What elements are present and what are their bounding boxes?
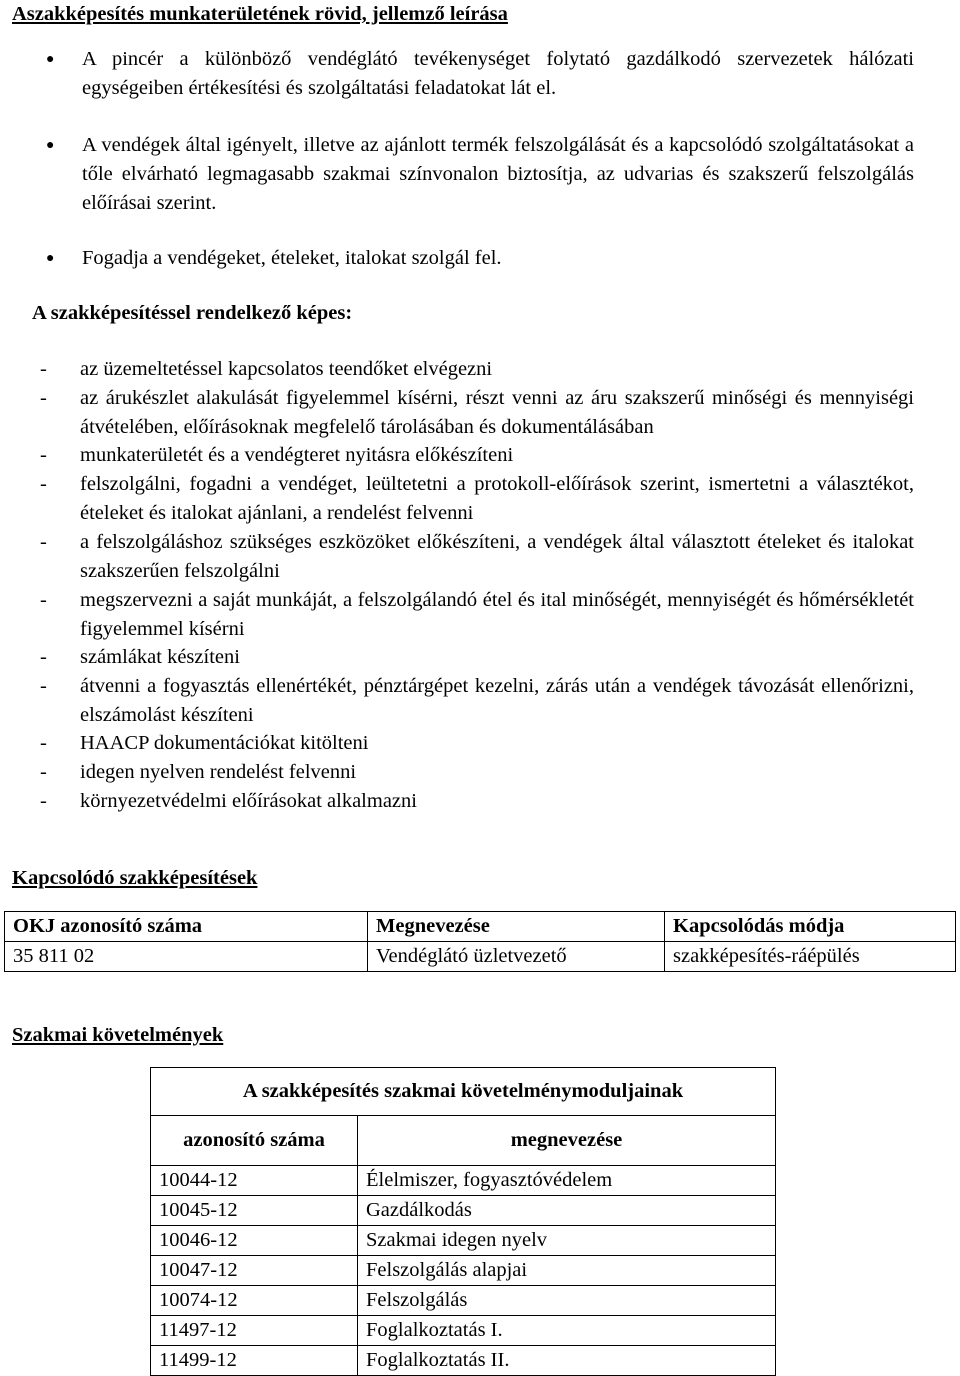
bullet-text: A vendégek által igényelt, illetve az ajánlott termék felszolgálását és a kapcsolódó szolgáltatásokat a tőle elvárható legmagasabb szakmai színvonalon biztosítja, az udvarias és szakszerű felszolgálás előírásai szerint.: [82, 134, 914, 214]
table-row: [5, 942, 956, 972]
dash-marker: -: [40, 790, 47, 812]
module-code: 10044-12: [151, 1166, 358, 1196]
table-row: [151, 1226, 776, 1256]
table-header-cell: OKJ azonosító száma: [5, 912, 368, 942]
list-item-text: átvenni a fogyasztás ellenértékét, pénztárgépet kezelni, zárás után a vendégek távozását ellenőrizni, elszámolást készíteni: [80, 675, 914, 726]
dash-marker: -: [40, 387, 47, 409]
section-heading-requirements: Szakmai követelmények: [12, 1024, 224, 1046]
related-qualifications-table: [4, 911, 956, 972]
module-code: 10046-12: [151, 1226, 358, 1256]
module-code: 11499-12: [151, 1346, 358, 1376]
module-code: 10045-12: [151, 1196, 358, 1226]
dash-marker: -: [40, 444, 47, 466]
table-row: [151, 1196, 776, 1226]
list-item-text: környezetvédelmi előírásokat alkalmazni: [80, 790, 417, 812]
table-cell: Vendéglátó üzletvezető: [368, 942, 665, 972]
module-name: Szakmai idegen nyelv: [358, 1226, 776, 1256]
dash-marker: -: [40, 646, 47, 668]
dash-marker: -: [40, 761, 47, 783]
table-title-row: [151, 1068, 776, 1116]
list-item-text: számlákat készíteni: [80, 646, 240, 668]
list-item-text: a felszolgáláshoz szükséges eszközöket előkészíteni, a vendégek által választott ételeket és italokat szakszerűen felszolgálni: [80, 531, 914, 582]
dash-marker: -: [40, 358, 47, 380]
module-name: Felszolgálás alapjai: [358, 1256, 776, 1286]
dash-marker: -: [40, 473, 47, 495]
table-header-cell: azonosító száma: [151, 1116, 358, 1166]
table-row: [151, 1256, 776, 1286]
list-item-text: az árukészlet alakulását figyelemmel kísérni, részt venni az áru szakszerű minőségi és mennyiségi átvételében, előírásoknak megfelelő tárolásában és dokumentálásában: [80, 387, 914, 438]
dash-marker: -: [40, 675, 47, 697]
bullet-icon: ●: [46, 251, 55, 266]
dash-marker: -: [40, 589, 47, 611]
dash-marker: -: [40, 531, 47, 553]
bullet-text: Fogadja a vendégeket, ételeket, italokat szolgál fel.: [82, 247, 502, 269]
module-name: Felszolgálás: [358, 1286, 776, 1316]
bullet-text: A pincér a különböző vendéglátó tevékenységet folytató gazdálkodó szervezetek hálózati egységeiben értékesítési és szolgáltatási feladatokat lát el.: [82, 48, 914, 99]
table-header-cell: Kapcsolódás módja: [665, 912, 956, 942]
table-header-cell: megnevezése: [358, 1116, 776, 1166]
table-row: [151, 1286, 776, 1316]
list-item-text: megszervezni a saját munkáját, a felszolgálandó étel és ital minőségét, mennyiségét és hőmérsékletét figyelemmel kísérni: [80, 589, 914, 640]
module-name: Foglalkoztatás II.: [358, 1346, 776, 1376]
list-item-text: munkaterületét és a vendégteret nyitásra előkészíteni: [80, 444, 514, 466]
list-item-text: idegen nyelven rendelést felvenni: [80, 761, 357, 783]
module-name: Gazdálkodás: [358, 1196, 776, 1226]
table-cell: szakképesítés-ráépülés: [665, 942, 956, 972]
section-heading-related: Kapcsolódó szakképesítések: [12, 867, 258, 889]
section-heading-capabilities: A szakképesítéssel rendelkező képes:: [32, 302, 353, 324]
module-code: 11497-12: [151, 1316, 358, 1346]
bullet-icon: ●: [46, 138, 55, 153]
table-row: [151, 1346, 776, 1376]
table-title: A szakképesítés szakmai követelménymoduljainak: [151, 1068, 776, 1116]
table-header-row: [151, 1116, 776, 1166]
table-row: [151, 1166, 776, 1196]
list-item-text: felszolgálni, fogadni a vendéget, leültetetni a protokoll-előírások szerint, ismertetni a választékot, ételeket és italokat ajánlani, a rendelést felvenni: [80, 473, 914, 524]
table-cell: 35 811 02: [5, 942, 368, 972]
module-name: Élelmiszer, fogyasztóvédelem: [358, 1166, 776, 1196]
list-item-text: az üzemeltetéssel kapcsolatos teendőket elvégezni: [80, 358, 493, 380]
module-code: 10074-12: [151, 1286, 358, 1316]
list-item-text: HAACP dokumentációkat kitölteni: [80, 732, 369, 754]
dash-marker: -: [40, 732, 47, 754]
section-heading-workarea: Aszakképesítés munkaterületének rövid, jellemző leírása: [12, 3, 508, 25]
table-row: [151, 1316, 776, 1346]
bullet-icon: ●: [46, 52, 55, 67]
module-name: Foglalkoztatás I.: [358, 1316, 776, 1346]
module-table: [150, 1067, 776, 1376]
module-code: 10047-12: [151, 1256, 358, 1286]
table-header-row: [5, 912, 956, 942]
table-header-cell: Megnevezése: [368, 912, 665, 942]
